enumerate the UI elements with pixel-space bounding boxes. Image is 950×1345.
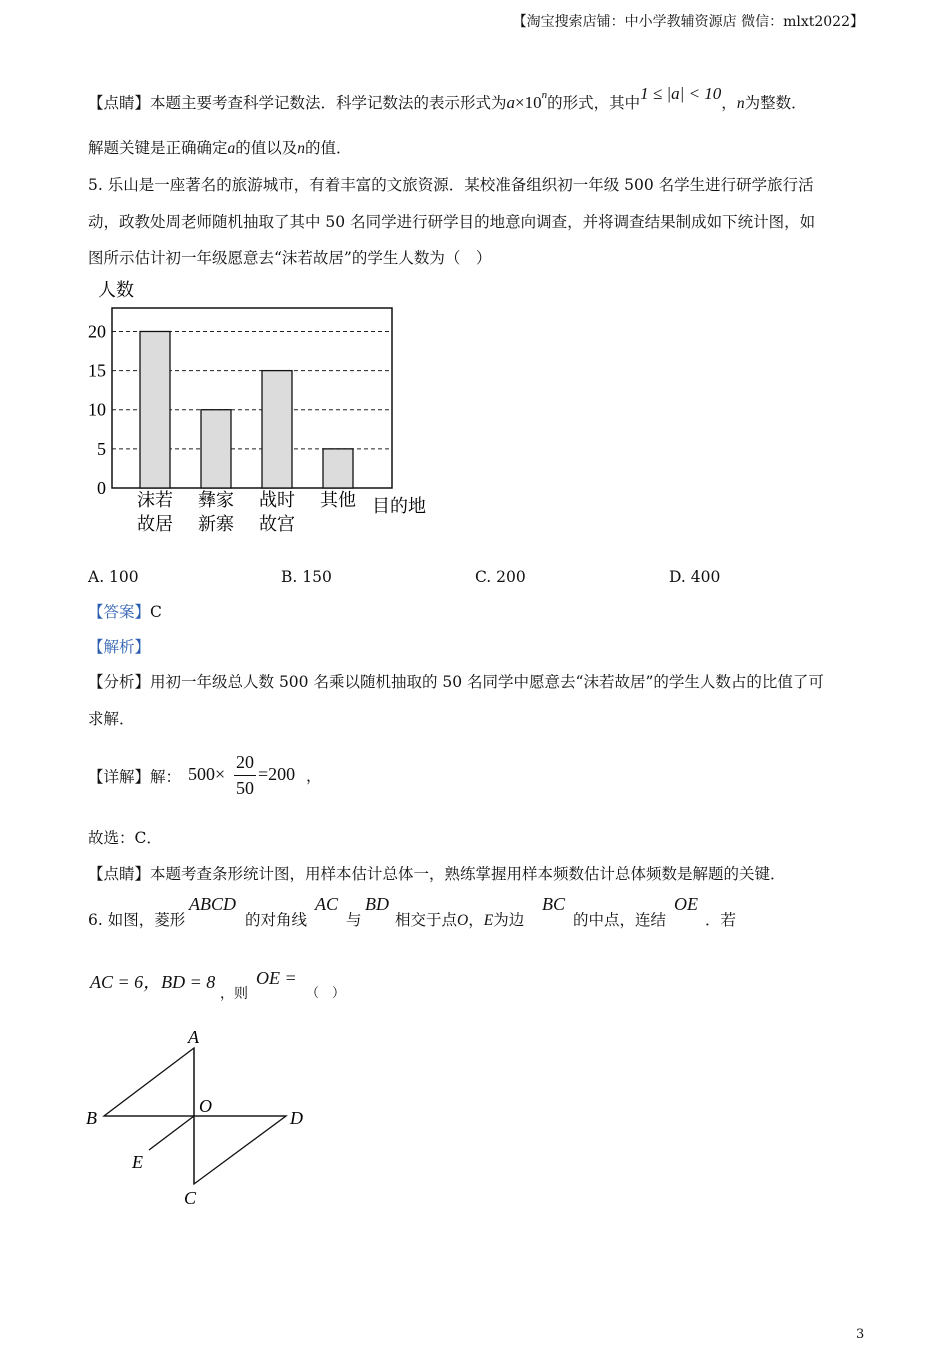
option-d: D. 400 bbox=[669, 568, 721, 586]
calc-result: =200 bbox=[258, 764, 296, 784]
q6-condition: AC = 6，BD = 8 bbox=[90, 972, 216, 992]
note-form-times: ×10 bbox=[515, 93, 542, 113]
fenxi-line2: 求解． bbox=[88, 710, 135, 728]
label-o: O bbox=[199, 1096, 212, 1116]
fenxi-text-1: 用初一年级总人数 500 名乘以随机抽取的 50 名同学中愿意去“沫若故居”的学生人数占的比值了可 bbox=[150, 673, 824, 691]
bar-1 bbox=[201, 410, 231, 488]
q6-prefix: 6. 如图，菱形 bbox=[88, 911, 186, 929]
q6-abcd: ABCD bbox=[189, 894, 236, 914]
calc-fraction-bar bbox=[234, 775, 256, 776]
q6-oe-eq: OE = bbox=[256, 968, 297, 988]
y-tick-label: 0 bbox=[97, 478, 106, 498]
label-e: E bbox=[132, 1152, 143, 1172]
fenxi-tag: 【分析】 bbox=[88, 673, 151, 691]
note-text-1: 本题主要考查科学记数法．科学记数法的表示形式为 bbox=[150, 94, 507, 113]
answer-tag: 【答案】 bbox=[88, 603, 151, 621]
analysis-tag: 【解析】 bbox=[88, 638, 151, 656]
q6-t2: 与 bbox=[346, 911, 362, 929]
note-n2: n bbox=[297, 140, 306, 157]
q6-t4: ， bbox=[468, 911, 484, 929]
calc-comma: ， bbox=[306, 767, 322, 785]
note-form-n: n bbox=[541, 89, 548, 101]
category-label: 故居 bbox=[137, 514, 173, 534]
detail-prefix: 解： bbox=[150, 768, 182, 786]
y-tick-label: 10 bbox=[88, 399, 106, 420]
q6-t3: 相交于点 bbox=[395, 911, 458, 929]
q6-t3-group bbox=[395, 910, 524, 931]
dianjing-text: 本题考查条形统计图，用样本估计总体一，熟练掌握用样本频数估计总体频数是解题的关键． bbox=[150, 865, 786, 883]
label-b: B bbox=[86, 1108, 97, 1128]
rhombus-diagram bbox=[80, 1024, 320, 1214]
q6-bc: BC bbox=[542, 894, 566, 914]
segment-oe bbox=[149, 1116, 194, 1150]
category-label: 战时 bbox=[259, 490, 295, 510]
q6-o: O bbox=[457, 912, 469, 929]
category-label: 新寨 bbox=[198, 514, 234, 534]
q6-t5: 为边 bbox=[493, 911, 525, 929]
dianjing-tag: 【点睛】 bbox=[88, 865, 151, 883]
category-label: 故宫 bbox=[259, 514, 295, 534]
note-line2-a: 解题关键是正确确定 bbox=[88, 139, 228, 157]
note-text-3: ， bbox=[721, 94, 737, 113]
note-tag: 【点睛】 bbox=[88, 94, 151, 113]
note-line2-b: 的值以及 bbox=[235, 139, 298, 157]
q6-then: ，则 bbox=[220, 986, 248, 1002]
category-label: 沫若 bbox=[137, 490, 173, 510]
option-a: A. 100 bbox=[88, 568, 139, 586]
y-tick-label: 5 bbox=[97, 438, 106, 459]
note-form-a: a bbox=[506, 93, 516, 113]
bar-2 bbox=[262, 371, 292, 488]
calc-numerator: 20 bbox=[236, 752, 254, 772]
chart-ylabel: 人数 bbox=[98, 280, 134, 300]
label-d: D bbox=[290, 1108, 303, 1128]
note-line2-c: 的值． bbox=[305, 139, 352, 157]
q6-t1: 的对角线 bbox=[245, 911, 308, 929]
q6-paren: （ ） bbox=[306, 986, 346, 1001]
note-text-2: 的形式，其中 bbox=[547, 94, 641, 113]
q6-oe: OE bbox=[674, 894, 698, 914]
detail-tag: 【详解】 bbox=[88, 768, 151, 786]
q5-line2: 动，政教处周老师随机抽取了其中 50 名同学进行研学目的地意向调查，并将调查结果制成如下统计图，如 bbox=[88, 213, 816, 231]
note-text-4: 为整数． bbox=[744, 94, 807, 113]
answer-value: C bbox=[150, 603, 162, 621]
q5-line1: 5. 乐山是一座著名的旅游城市，有着丰富的文旅资源．某校准备组织初一年级 500 名学生进行研学旅行活 bbox=[88, 176, 814, 194]
q5-line3: 图所示估计初一年级愿意去“沫若故居”的学生人数为（ ） bbox=[88, 249, 492, 267]
calc-denominator: 50 bbox=[236, 778, 254, 798]
q6-t7: ．若 bbox=[705, 911, 737, 929]
label-a: A bbox=[188, 1027, 199, 1047]
q6-t6: 的中点，连结 bbox=[573, 911, 667, 929]
dianjing-line bbox=[88, 864, 786, 884]
detail-label bbox=[88, 767, 181, 787]
q6-ac: AC bbox=[315, 894, 339, 914]
choose-line: 故选：C． bbox=[88, 829, 162, 847]
y-tick-label: 20 bbox=[88, 321, 106, 342]
y-tick-label: 15 bbox=[88, 360, 106, 381]
q6-bd: BD bbox=[365, 894, 389, 914]
note-a: a bbox=[227, 140, 236, 157]
bar-3 bbox=[323, 449, 353, 488]
note-prev-line1 bbox=[88, 84, 807, 114]
note-n: n bbox=[736, 95, 745, 113]
option-c: C. 200 bbox=[475, 568, 526, 586]
chart-xlabel: 目的地 bbox=[372, 496, 426, 516]
label-c: C bbox=[184, 1188, 197, 1208]
page-number: 3 bbox=[856, 1327, 865, 1342]
category-label: 其他 bbox=[320, 490, 356, 510]
note-prev-line2 bbox=[88, 138, 352, 159]
calc-a: 500× bbox=[188, 764, 226, 784]
bar-chart bbox=[80, 276, 440, 538]
fenxi-line1 bbox=[88, 672, 824, 692]
note-ineq: 1 ≤ |a| < 10 bbox=[640, 84, 722, 104]
header-text: 【淘宝搜索店铺：中小学教辅资源店 微信：mlxt2022】 bbox=[512, 14, 864, 30]
category-label: 彝家 bbox=[198, 490, 234, 510]
option-b: B. 150 bbox=[281, 568, 332, 586]
answer-line bbox=[88, 602, 162, 622]
bar-0 bbox=[140, 331, 170, 488]
q6-e: E bbox=[483, 912, 494, 929]
